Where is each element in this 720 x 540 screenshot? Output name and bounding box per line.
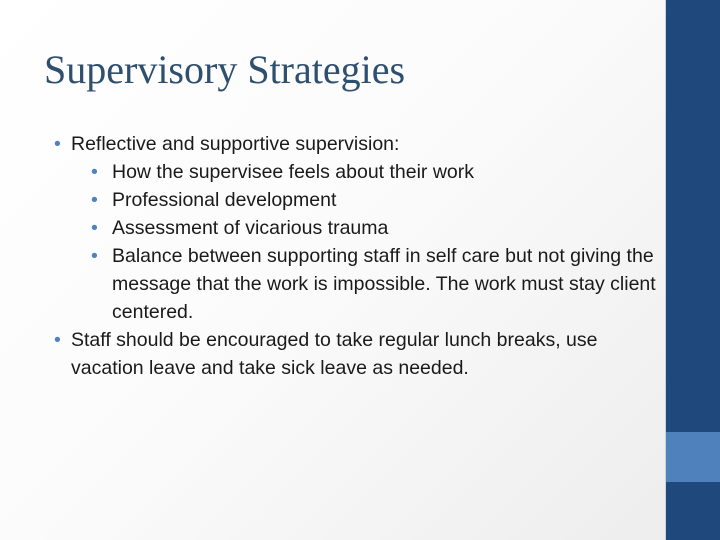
bullet-icon: • [91, 245, 98, 267]
sidebar-accent-block [666, 432, 720, 482]
slide-title: Supervisory Strategies [44, 47, 406, 92]
slide-body [54, 130, 660, 382]
sub-bullet-list [91, 158, 660, 326]
bullet-icon: • [91, 217, 98, 239]
sub-bullet-text: Assessment of vicarious trauma [112, 217, 389, 239]
sub-bullet-item-4 [91, 242, 660, 326]
sub-bullet-text: Balance between supporting staff in self care but not giving the message that the work is impossible. The work must stay client centered. [112, 245, 656, 323]
bullet-icon: • [91, 161, 98, 183]
sub-bullet-text: Professional development [112, 189, 337, 211]
bullet-icon: • [54, 329, 61, 351]
bullet-text: Reflective and supportive supervision: [71, 133, 400, 155]
bullet-item-1 [54, 130, 660, 326]
sub-bullet-item-3 [91, 214, 660, 242]
sub-bullet-item-2 [91, 186, 660, 214]
bullet-icon: • [91, 189, 98, 211]
bullet-text: Staff should be encouraged to take regular lunch breaks, use vacation leave and take sick leave as needed. [71, 329, 598, 379]
bullet-list [54, 130, 660, 382]
sub-bullet-text: How the supervisee feels about their work [112, 161, 475, 183]
bullet-icon: • [54, 133, 61, 155]
bullet-item-2 [54, 326, 660, 382]
sub-bullet-item-1 [91, 158, 660, 186]
